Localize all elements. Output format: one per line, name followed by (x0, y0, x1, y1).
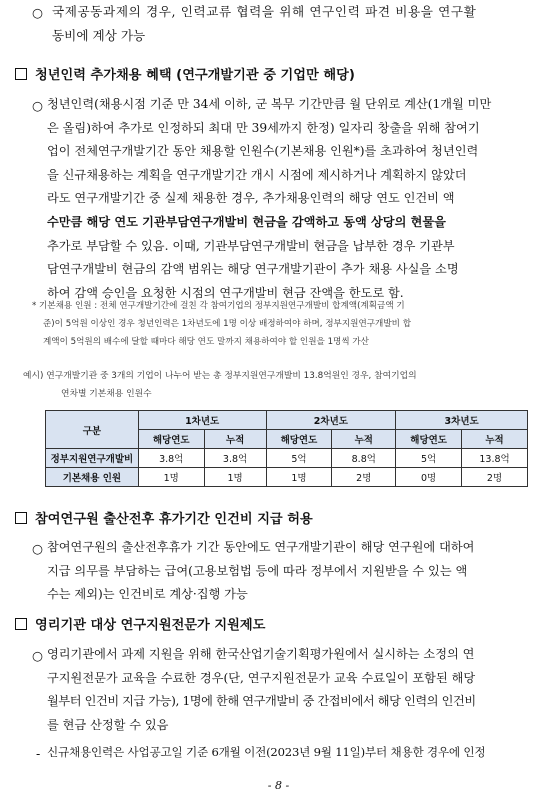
top-item-paragraph (52, 0, 530, 47)
paragraph-line: 국제공동과제의 경우, 인력교류 협력을 위해 연구인력 파견 비용을 연구활 (52, 4, 477, 19)
paragraph-line: 수는 제외)는 인건비로 계상·집행 가능 (47, 587, 248, 602)
bullet-circle: ○ (32, 5, 43, 20)
paragraph-line: 은 올림)하여 추가로 인정하되 최대 만 39세까지 한정) 일자리 창출을 위해 참여기 (47, 120, 480, 135)
table-cell: 2명 (332, 468, 396, 487)
paragraph-line: 업이 전체연구개발기간 동안 채용할 인원수(기본채용 인원*)를 초과하여 청년인력 (47, 144, 479, 159)
table-cell: 13.8억 (462, 449, 528, 468)
table-cell: 2명 (462, 468, 528, 487)
section-heading-youth-hiring (15, 64, 355, 83)
dash-bullet: - (36, 746, 41, 761)
paragraph-line: 구지원전문가 교육을 수료한 경우(단, 연구지원전문가 교육 수료일이 포함된 해당 (47, 670, 476, 685)
table-cell: 1명 (138, 468, 204, 487)
paragraph-line: 하여 감액 승인을 요청한 시점의 연구개발비 현금 잔액을 한도로 함. (47, 285, 404, 300)
paragraph-line: 신규채용인력은 사업공고일 기준 6개월 이전(2023년 9월 11일)부터 채용한 경우에 인정 (47, 745, 486, 759)
table-cell: 1명 (204, 468, 266, 487)
note-line: 준)이 5억원 이상인 경우 청년인력은 1차년도에 1명 이상 배정하여야 하며, 정부지원연구개발비 합 (43, 319, 411, 329)
square-bullet-icon (15, 68, 27, 80)
section-heading-text: 영리기관 대상 연구지원전문가 지원제도 (35, 618, 266, 633)
table-corner-header: 구분 (46, 411, 139, 449)
table-cell: 5억 (266, 449, 332, 468)
paragraph-line: 을 신규채용하는 계획을 연구개발기간 개시 시점에 제시하거나 계획하지 않았더 (47, 167, 467, 182)
table-sub-header: 누적 (204, 430, 266, 449)
square-bullet-icon (15, 618, 27, 630)
table-cell: 3.8억 (138, 449, 204, 468)
table-cell: 0명 (396, 468, 462, 487)
footnote-basic-hiring (32, 297, 411, 351)
maternity-leave-paragraph (47, 536, 537, 607)
paragraph-line: 지급 의무를 부담하는 급여(고용보험법 등에 따라 정부에서 지원받을 수 있는 액 (47, 563, 468, 578)
paragraph-line: 청년인력(채용시점 기준 만 34세 이하, 군 복무 기간만큼 월 단위로 계산(1개월 미만 (47, 97, 492, 111)
paragraph-line: 담연구개발비 현금의 감액 범위는 해당 연구개발기관이 추가 채용 사실을 소명 (47, 262, 459, 277)
note-line: * 기본채용 인원 : 전체 연구개발기간에 걸친 각 참여기업의 정부지원연구개발비 합계액(계획금액 기 (32, 301, 405, 311)
square-bullet-icon (15, 512, 27, 524)
section-heading-text: 참여연구원 출산전후 휴가기간 인건비 지급 허용 (35, 512, 313, 527)
paragraph-line-bold: 수만큼 해당 연도 기관부담연구개발비 현금을 감액하고 동액 상당의 현물을 (47, 214, 446, 229)
table-year-header: 2차년도 (266, 411, 396, 430)
paragraph-line: 를 현금 산정할 수 있음 (47, 717, 169, 732)
youth-hiring-paragraph (47, 93, 537, 305)
new-hire-criteria-line (47, 741, 537, 765)
paragraph-line: 추가로 부담할 수 있음. 이때, 기관부담연구개발비 현금을 납부한 경우 기관부 (47, 238, 455, 253)
table-row-label: 기본채용 인원 (46, 468, 139, 487)
research-support-paragraph (47, 643, 537, 737)
example-text (23, 367, 417, 403)
table-cell: 8.8억 (332, 449, 396, 468)
hiring-example-table (45, 410, 528, 487)
table-cell: 5억 (396, 449, 462, 468)
paragraph-line: 동비에 계상 가능 (52, 27, 146, 43)
table-sub-header: 해당연도 (266, 430, 332, 449)
note-line: 계액이 5억원의 배수에 달할 때마다 해당 연도 말까지 채용하여야 할 인원을 1명씩 가산 (43, 337, 369, 347)
table-cell: 3.8억 (204, 449, 266, 468)
paragraph-line: 영리기관에서 과제 지원을 위해 한국산업기술기획평가원에서 실시하는 소정의 연 (47, 647, 475, 661)
bullet-circle: ○ (32, 98, 43, 113)
paragraph-line: 라도 연구개발기간 중 실제 채용한 경우, 추가채용인력의 해당 연도 인건비 액 (47, 191, 455, 206)
table-row-label: 정부지원연구개발비 (46, 449, 139, 468)
table-sub-header: 해당연도 (138, 430, 204, 449)
table-sub-header: 누적 (332, 430, 396, 449)
bullet-circle: ○ (32, 541, 43, 556)
table-cell: 1명 (266, 468, 332, 487)
table-year-header: 3차년도 (396, 411, 528, 430)
section-heading-maternity-leave (15, 508, 313, 527)
page-number: - 8 - (267, 779, 290, 792)
example-line: 연차별 기본채용 인원수 (61, 389, 152, 399)
table-year-header: 1차년도 (138, 411, 266, 430)
section-heading-research-support-expert (15, 614, 265, 633)
table-row (46, 449, 528, 468)
table-row (46, 468, 528, 487)
bullet-circle: ○ (32, 648, 43, 663)
table-sub-header: 누적 (462, 430, 528, 449)
paragraph-line: 참여연구원의 출산전후휴가 기간 동안에도 연구개발기관이 해당 연구원에 대하여 (47, 540, 475, 554)
example-line: 예시) 연구개발기관 중 3개의 기업이 나누어 받는 총 정부지원연구개발비 13.8억원인 경우, 참여기업의 (23, 371, 417, 381)
section-heading-text: 청년인력 추가채용 혜택 (연구개발기관 중 기업만 해당) (35, 68, 355, 83)
paragraph-line: 월부터 인건비 지급 가능), 1명에 한해 연구개발비 중 간접비에서 해당 인력의 인건비 (47, 694, 476, 709)
table-sub-header: 해당연도 (396, 430, 462, 449)
